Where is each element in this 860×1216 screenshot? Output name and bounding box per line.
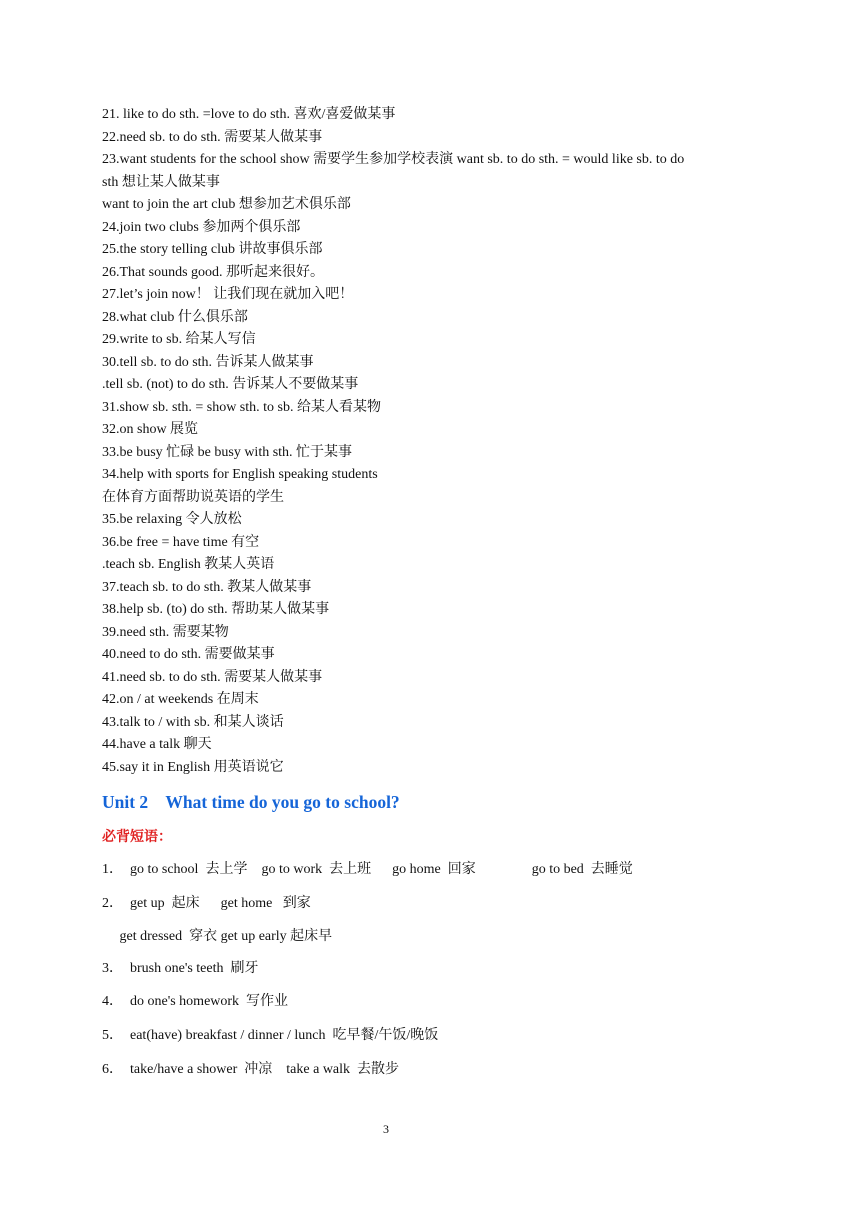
phrase-line: 21. like to do sth. =love to do sth. 喜欢/喜爱做某事 xyxy=(102,107,396,122)
unit-heading: Unit 2 What time do you go to school? xyxy=(102,792,400,812)
phrase-item: 2． get up 起床 get home 到家 xyxy=(102,896,311,911)
phrase-line: 33.be busy 忙碌 be busy with sth. 忙于某事 xyxy=(102,445,353,460)
phrase-item: 5． eat(have) breakfast / dinner / lunch 吃早餐/午饭/晚饭 xyxy=(102,1028,439,1043)
phrase-line: sth 想让某人做某事 xyxy=(102,175,220,190)
phrase-line: 24.join two clubs 参加两个俱乐部 xyxy=(102,220,301,235)
phrase-line: 44.have a talk 聊天 xyxy=(102,737,212,752)
phrase-line: 26.That sounds good. 那听起来很好。 xyxy=(102,265,325,280)
phrase-item: get dressed 穿衣 get up early 起床早 xyxy=(102,929,333,944)
phrase-line: 32.on show 展览 xyxy=(102,422,199,437)
phrase-line: 41.need sb. to do sth. 需要某人做某事 xyxy=(102,670,323,685)
phrase-line: .tell sb. (not) to do sth. 告诉某人不要做某事 xyxy=(102,377,359,392)
phrase-item: 1． go to school 去上学 go to work 去上班 go home 回家 go to bed 去睡觉 xyxy=(102,862,633,877)
phrase-line: 22.need sb. to do sth. 需要某人做某事 xyxy=(102,130,323,145)
phrase-line: 43.talk to / with sb. 和某人谈话 xyxy=(102,715,284,730)
phrase-line: .teach sb. English 教某人英语 xyxy=(102,557,275,572)
phrase-line: 42.on / at weekends 在周末 xyxy=(102,692,259,707)
phrase-line: 在体育方面帮助说英语的学生 xyxy=(102,490,284,505)
phrase-item: 6． take/have a shower 冲凉 take a walk 去散步 xyxy=(102,1062,400,1077)
phrase-line: 40.need to do sth. 需要做某事 xyxy=(102,647,275,662)
phrase-line: 31.show sb. sth. = show sth. to sb. 给某人看某物 xyxy=(102,400,381,415)
phrase-line: 25.the story telling club 讲故事俱乐部 xyxy=(102,242,323,257)
phrase-line: 27.let’s join now！ 让我们现在就加入吧！ xyxy=(102,287,354,302)
phrase-line: 35.be relaxing 令人放松 xyxy=(102,512,242,527)
page-number: 3 xyxy=(383,1122,389,1136)
phrase-line: 29.write to sb. 给某人写信 xyxy=(102,332,256,347)
phrase-line: 30.tell sb. to do sth. 告诉某人做某事 xyxy=(102,355,314,370)
phrase-line: want to join the art club 想参加艺术俱乐部 xyxy=(102,197,351,212)
phrase-line: 28.what club 什么俱乐部 xyxy=(102,310,248,325)
phrase-line: 36.be free = have time 有空 xyxy=(102,535,260,550)
section-label: 必背短语： xyxy=(102,830,172,845)
phrase-line: 34.help with sports for English speaking students xyxy=(102,467,378,482)
phrase-item: 4． do one's homework 写作业 xyxy=(102,994,289,1009)
phrase-line: 38.help sb. (to) do sth. 帮助某人做某事 xyxy=(102,602,330,617)
phrase-line: 23.want students for the school show 需要学生参加学校表演 want sb. to do sth. = would like sb. to do xyxy=(102,152,685,167)
phrase-item: 3． brush one's teeth 刷牙 xyxy=(102,961,259,976)
phrase-line: 39.need sth. 需要某物 xyxy=(102,625,229,640)
phrase-line: 37.teach sb. to do sth. 教某人做某事 xyxy=(102,580,312,595)
phrase-line: 45.say it in English 用英语说它 xyxy=(102,760,284,775)
